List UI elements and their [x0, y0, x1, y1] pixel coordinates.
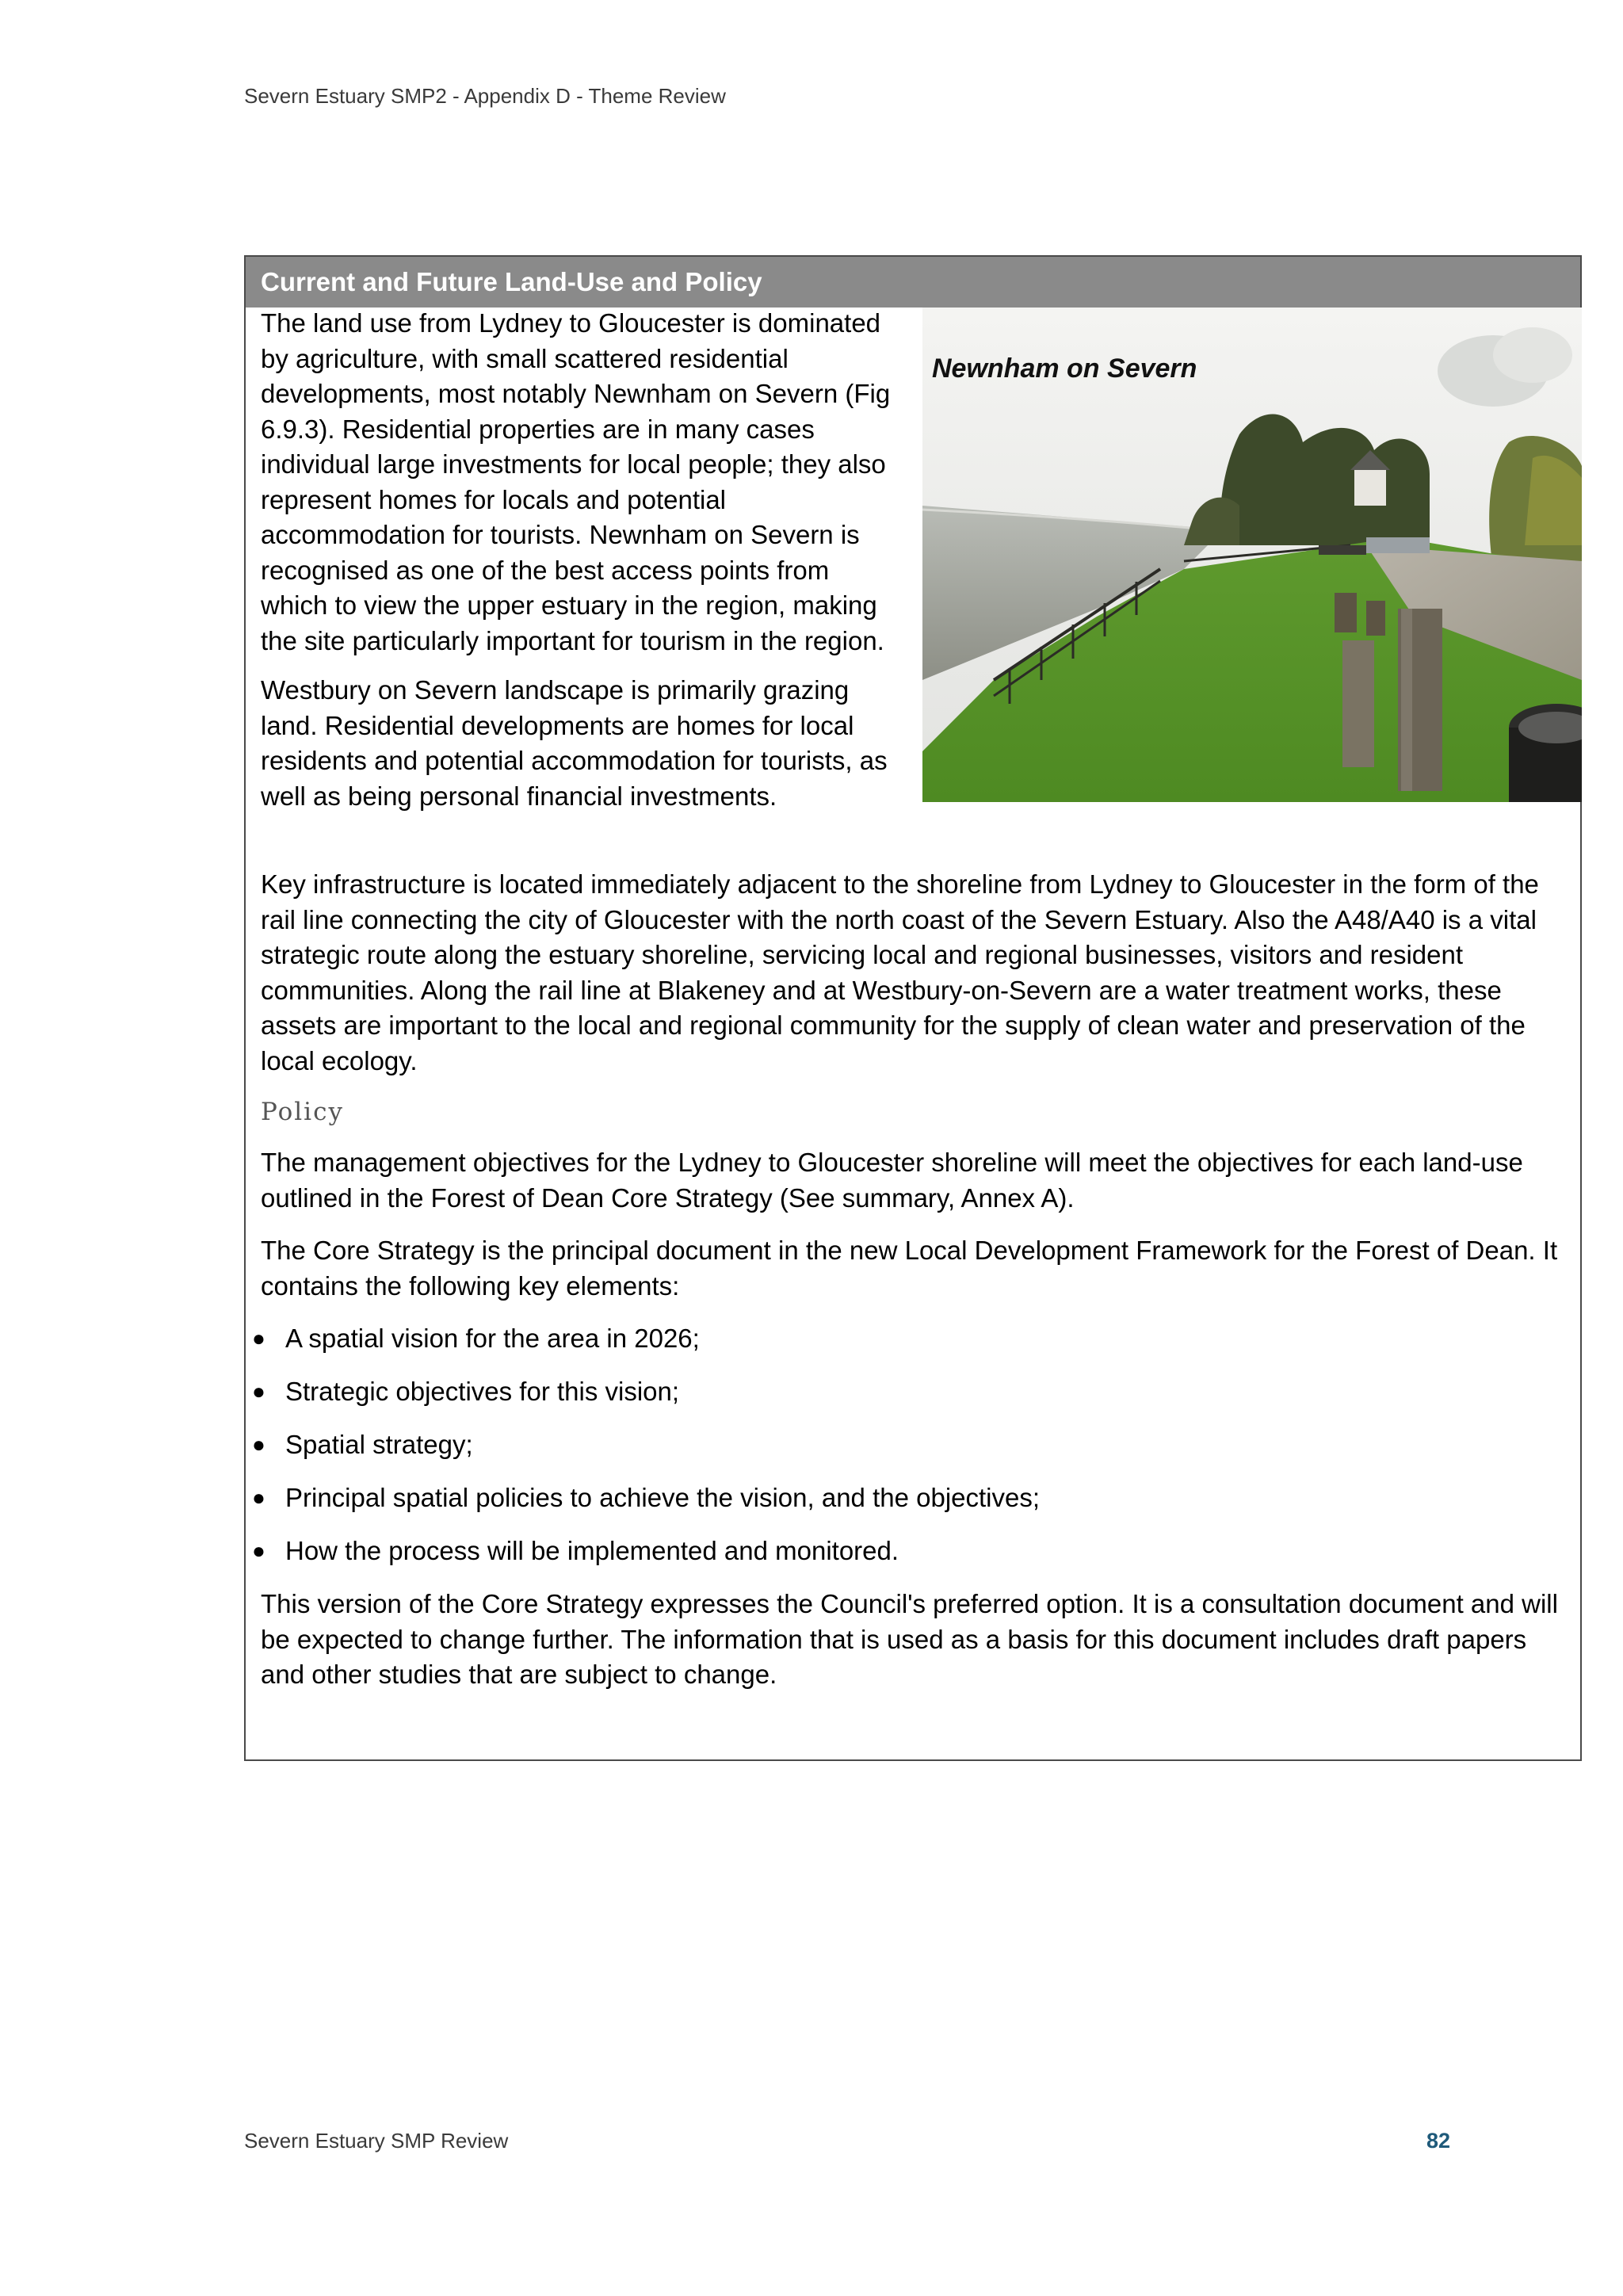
list-item-text: How the process will be implemented and monitored.: [285, 1536, 899, 1565]
bullet-icon: ●: [252, 1326, 265, 1350]
list-item: [246, 1427, 1576, 1462]
main-text-column: [252, 867, 1576, 1710]
bullet-icon: ●: [252, 1538, 265, 1563]
policy-paragraph: The Core Strategy is the principal document in the new Local Development Framework for the Forest of Dean. It contains the following key elements:: [261, 1236, 1558, 1301]
policy-paragraph: The management objectives for the Lydney to Gloucester shoreline will meet the objectives for each land-use outlined in the Forest of Dean Core Strategy (See summary, Annex A).: [261, 1148, 1523, 1213]
list-item: [246, 1374, 1576, 1409]
policy-heading: Policy: [261, 1098, 344, 1126]
photo-caption: Newnham on Severn: [932, 353, 1197, 384]
running-header: Severn Estuary SMP2 - Appendix D - Theme Review: [244, 84, 726, 108]
list-item-text: A spatial vision for the area in 2026;: [285, 1324, 700, 1353]
newnham-photo: [922, 308, 1582, 802]
intro-paragraph: The land use from Lydney to Gloucester is dominated by agriculture, with small scattered residential developments, most notably Newnham on Severn (Fig 6.9.3). Residential properties are in many cases individual large investments for local people; they also represent homes for locals and potential accommodation for tourists. Newnham on Severn is recognised as one of the best access points from which to view the upper estuary in the region, making the site particularly important for tourism in the region.: [261, 308, 891, 655]
bullet-icon: ●: [252, 1379, 265, 1404]
footer-title: Severn Estuary SMP Review: [244, 2129, 509, 2153]
bullet-icon: ●: [252, 1432, 265, 1457]
list-item-text: Strategic objectives for this vision;: [285, 1377, 680, 1406]
closing-paragraph: This version of the Core Strategy expresses the Council's preferred option. It is a consultation document and will be expected to change further. The information that is used as a basis for this document includes draft papers and other studies that are subject to change.: [261, 1589, 1558, 1689]
list-item: [246, 1480, 1576, 1515]
intro-paragraph: Westbury on Severn landscape is primarily grazing land. Residential developments are homes for local residents and potential accommodation for tourists, as well as being personal financial investments.: [261, 675, 888, 811]
list-item: [246, 1534, 1576, 1568]
list-item-text: Spatial strategy;: [285, 1430, 473, 1459]
list-item-text: Principal spatial policies to achieve the vision, and the objectives;: [285, 1483, 1041, 1512]
page-number: 82: [1426, 2129, 1451, 2153]
list-item: [246, 1321, 1576, 1356]
panel-title: Current and Future Land-Use and Policy: [246, 257, 1580, 308]
key-elements-list: [252, 1321, 1576, 1568]
intro-column: [261, 306, 903, 814]
infrastructure-paragraph: Key infrastructure is located immediately adjacent to the shoreline from Lydney to Gloucester in the form of the rail line connecting the city of Gloucester with the north coast of the Severn Estuary. Also the A48/A40 is a vital strategic route along the estuary shoreline, servicing local and regional businesses, visitors and resident communities. Along the rail line at Blakeney and at Westbury-on-Severn are a water treatment works, these assets are important to the local and regional community for the supply of clean water and preservation of the local ecology.: [261, 869, 1539, 1075]
land-use-panel: [244, 255, 1582, 1761]
bullet-icon: ●: [252, 1485, 265, 1510]
